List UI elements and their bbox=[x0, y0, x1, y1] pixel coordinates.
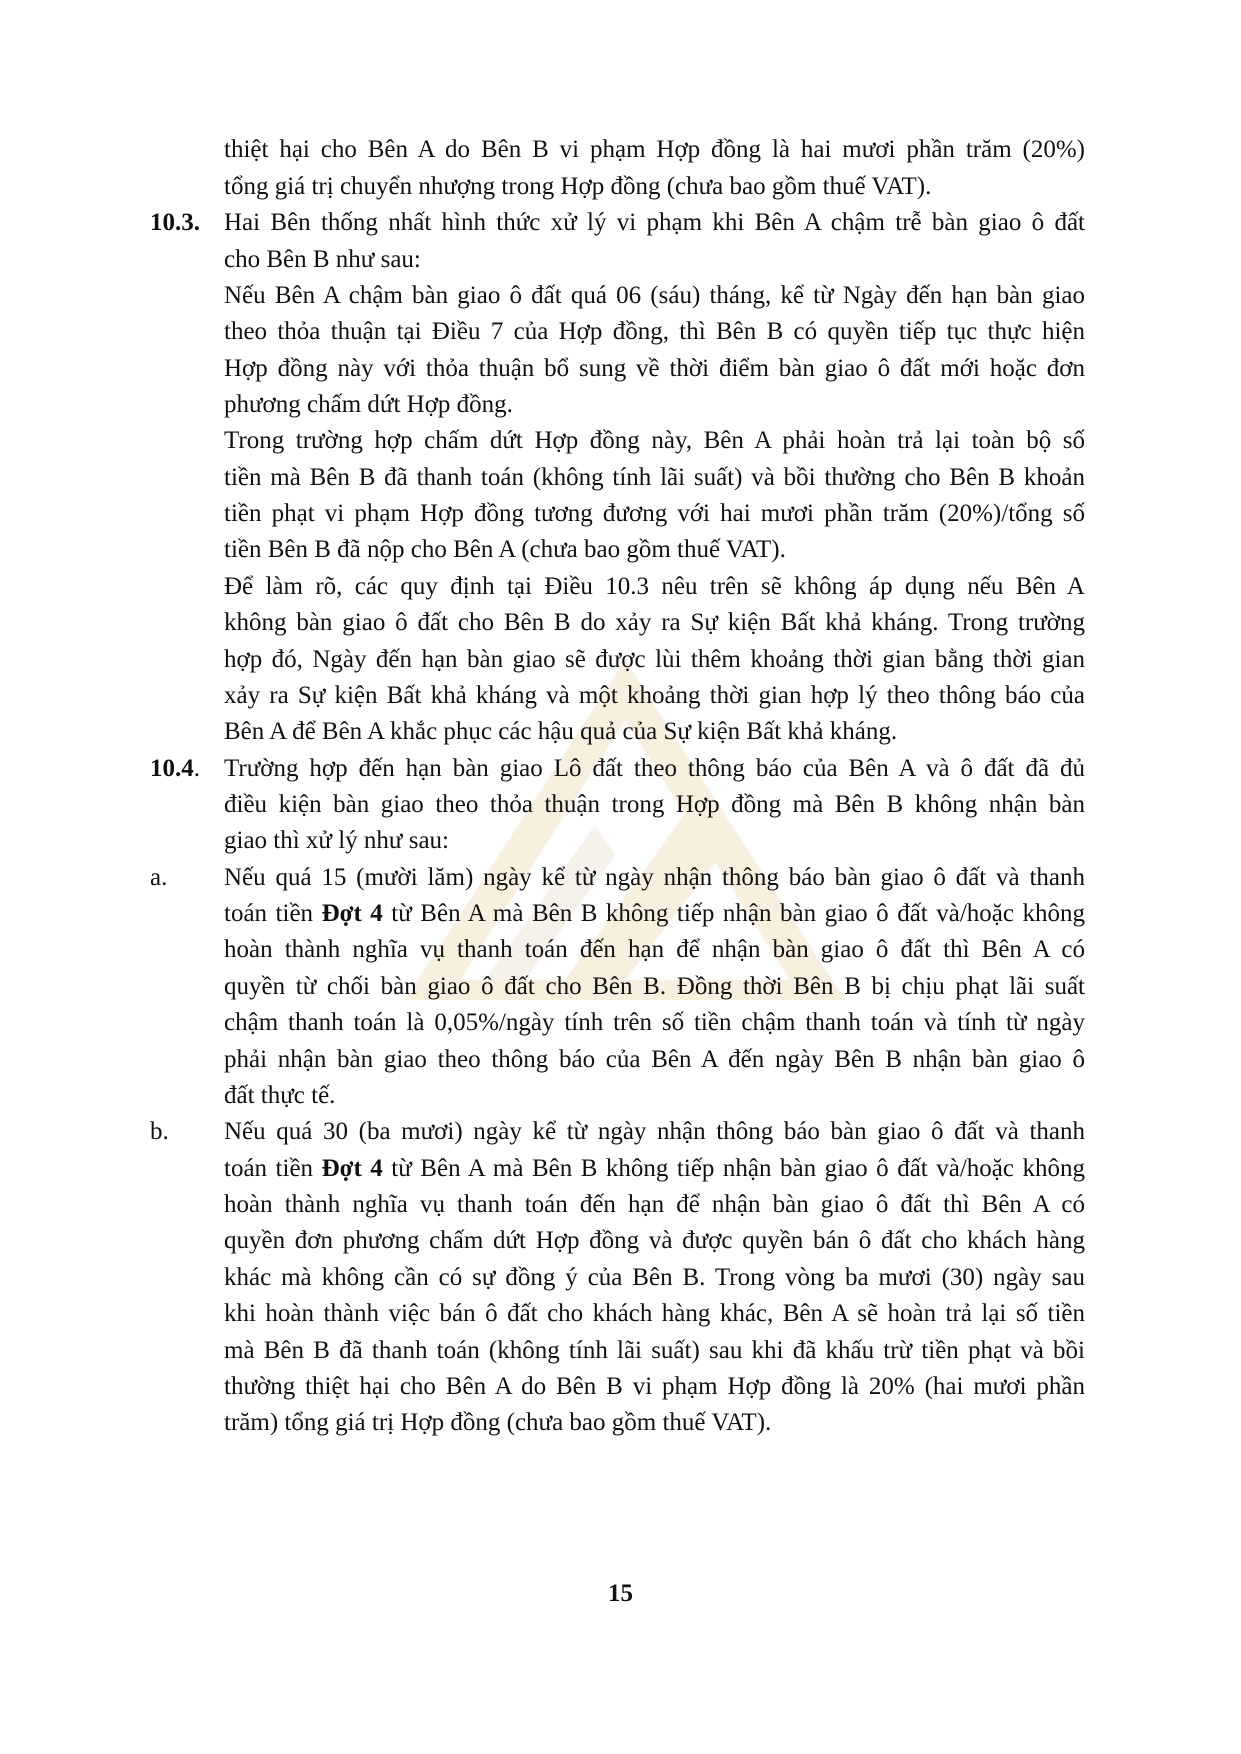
item-b-line: quyền đơn phương chấm dứt Hợp đồng và được quyền bán ô đất cho khách hàng bbox=[224, 1227, 1085, 1254]
clause-10-3-line: hợp đó, Ngày đến hạn bàn giao sẽ được lùi thêm khoảng thời gian bằng thời gian bbox=[224, 646, 1085, 673]
clause-number-suffix: . bbox=[193, 755, 200, 782]
clause-10-3-line: xảy ra Sự kiện Bất khả kháng và một khoảng thời gian hợp lý theo thông báo của bbox=[224, 682, 1085, 709]
clause-10-3-line: Bên A để Bên A khắc phục các hậu quả của Sự kiện Bất khả kháng. bbox=[224, 718, 898, 745]
item-b-line: trăm) tổng giá trị Hợp đồng (chưa bao gồm thuế VAT). bbox=[224, 1409, 772, 1436]
item-b-line: hoàn thành nghĩa vụ thanh toán đến hạn để nhận bàn giao ô đất thì Bên A có bbox=[224, 1191, 1085, 1218]
item-a-text: từ Bên A mà Bên B không tiếp nhận bàn giao ô đất và/hoặc không bbox=[382, 900, 1085, 927]
item-letter-a: a. bbox=[150, 864, 168, 891]
item-b-bold-term: Đợt 4 bbox=[321, 1155, 383, 1182]
item-a-line: đất thực tế. bbox=[224, 1082, 336, 1109]
clause-10-3-line: phương chấm dứt Hợp đồng. bbox=[224, 391, 513, 418]
clause-10-3-line: Hợp đồng này với thỏa thuận bổ sung về thời điểm bàn giao ô đất mới hoặc đơn bbox=[224, 355, 1085, 382]
item-b-line: mà Bên B đã thanh toán (không tính lãi suất) sau khi đã khấu trừ tiền phạt và bồi bbox=[224, 1337, 1085, 1364]
clause-10-4-line: giao thì xử lý như sau: bbox=[224, 827, 449, 854]
intro-line: tổng giá trị chuyển nhượng trong Hợp đồng (chưa bao gồm thuế VAT). bbox=[224, 173, 932, 200]
item-b-line: khác mà không cần có sự đồng ý của Bên B. Trong vòng ba mươi (30) ngày sau bbox=[224, 1264, 1085, 1291]
item-b-text: toán tiền bbox=[224, 1155, 322, 1182]
item-b-text: từ Bên A mà Bên B không tiếp nhận bàn giao ô đất và/hoặc không bbox=[382, 1155, 1085, 1182]
page-number: 15 bbox=[608, 1580, 633, 1607]
item-a-line: quyền từ chối bàn giao ô đất cho Bên B. Đồng thời Bên B bị chịu phạt lãi suất bbox=[224, 973, 1085, 1000]
clause-10-4-line: điều kiện bàn giao theo thỏa thuận trong Hợp đồng mà Bên B không nhận bàn bbox=[224, 791, 1085, 818]
intro-line: thiệt hại cho Bên A do Bên B vi phạm Hợp đồng là hai mươi phần trăm (20%) bbox=[224, 136, 1085, 163]
clause-number-10-4 bbox=[150, 749, 200, 789]
item-letter-b: b. bbox=[150, 1118, 169, 1145]
clause-10-4-line: Trường hợp đến hạn bàn giao Lô đất theo thông báo của Bên A và ô đất đã đủ bbox=[224, 755, 1085, 782]
clause-10-3-line: cho Bên B như sau: bbox=[224, 246, 421, 273]
clause-10-3-line: tiền mà Bên B đã thanh toán (không tính lãi suất) và bồi thường cho Bên B khoản bbox=[224, 464, 1085, 491]
item-a-line bbox=[224, 894, 1085, 934]
clause-10-3-line: Hai Bên thống nhất hình thức xử lý vi phạm khi Bên A chậm trễ bàn giao ô đất bbox=[224, 209, 1085, 236]
clause-10-3-line: Nếu Bên A chậm bàn giao ô đất quá 06 (sáu) tháng, kể từ Ngày đến hạn bàn giao bbox=[224, 282, 1085, 309]
item-a-line: hoàn thành nghĩa vụ thanh toán đến hạn để nhận bàn giao ô đất thì Bên A có bbox=[224, 936, 1085, 963]
item-b-line: thường thiệt hại cho Bên A do Bên B vi phạm Hợp đồng là 20% (hai mươi phần bbox=[224, 1373, 1085, 1400]
item-a-bold-term: Đợt 4 bbox=[321, 900, 383, 927]
clause-10-3-line: tiền Bên B đã nộp cho Bên A (chưa bao gồm thuế VAT). bbox=[224, 536, 786, 563]
item-a-text: toán tiền bbox=[224, 900, 322, 927]
item-a-line: Nếu quá 15 (mười lăm) ngày kể từ ngày nhận thông báo bàn giao ô đất và thanh bbox=[224, 864, 1085, 891]
clause-10-3-line: không bàn giao ô đất cho Bên B do xảy ra Sự kiện Bất khả kháng. Trong trường bbox=[224, 609, 1085, 636]
clause-number-10-3: 10.3. bbox=[150, 209, 200, 236]
clause-10-3-line: theo thỏa thuận tại Điều 7 của Hợp đồng, thì Bên B có quyền tiếp tục thực hiện bbox=[224, 318, 1085, 345]
item-a-line: chậm thanh toán là 0,05%/ngày tính trên số tiền chậm thanh toán và tính từ ngày bbox=[224, 1009, 1085, 1036]
item-b-line bbox=[224, 1149, 1085, 1189]
clause-10-3-line: tiền phạt vi phạm Hợp đồng tương đương với hai mươi phần trăm (20%)/tổng số bbox=[224, 500, 1085, 527]
clause-10-3-line: Trong trường hợp chấm dứt Hợp đồng này, Bên A phải hoàn trả lại toàn bộ số bbox=[224, 427, 1085, 454]
item-a-line: phải nhận bàn giao theo thông báo của Bên A đến ngày Bên B nhận bàn giao ô bbox=[224, 1046, 1085, 1073]
clause-10-3-line: Để làm rõ, các quy định tại Điều 10.3 nêu trên sẽ không áp dụng nếu Bên A bbox=[224, 573, 1085, 600]
item-b-line: khi hoàn thành việc bán ô đất cho khách hàng khác, Bên A sẽ hoàn trả lại số tiền bbox=[224, 1300, 1085, 1327]
clause-number-text: 10.4 bbox=[150, 755, 194, 782]
item-b-line: Nếu quá 30 (ba mươi) ngày kể từ ngày nhận thông báo bàn giao ô đất và thanh bbox=[224, 1118, 1085, 1145]
